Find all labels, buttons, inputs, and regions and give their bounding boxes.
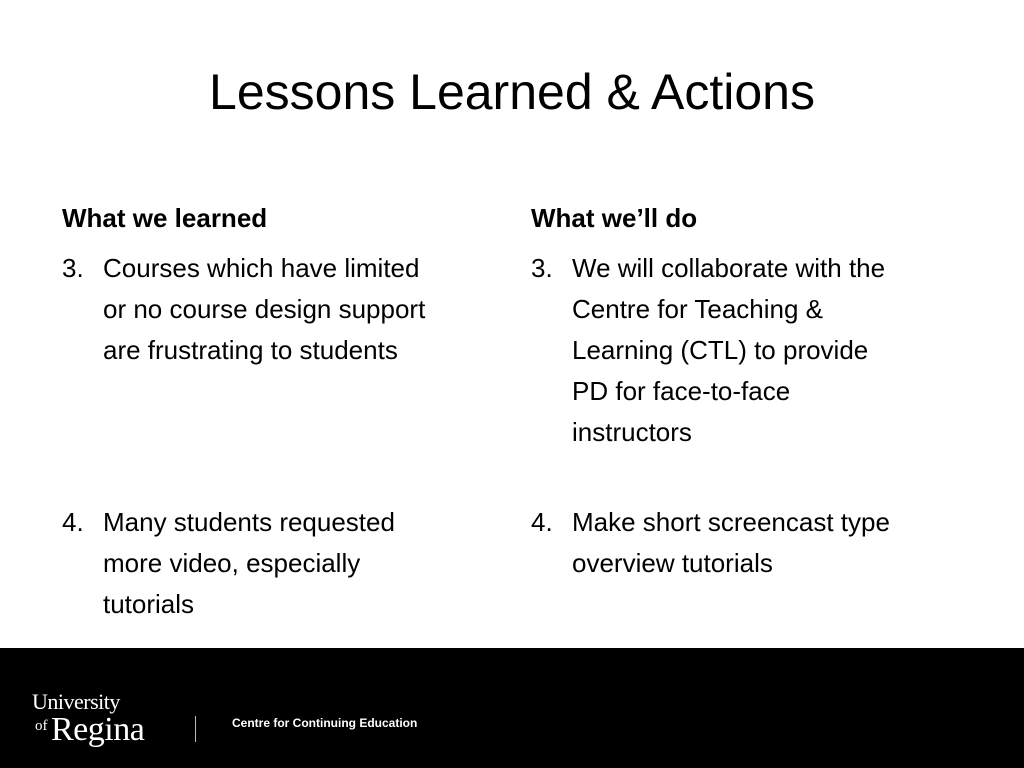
list-item-line: Make short screencast type: [572, 507, 890, 537]
list-item-line: Courses which have limited: [103, 253, 420, 283]
right-column: [531, 200, 971, 584]
list-item: [531, 502, 971, 584]
list-item-line: are frustrating to students: [103, 335, 398, 365]
list-item-line: more video, especially: [103, 548, 361, 578]
slide-title: Lessons Learned & Actions: [209, 64, 815, 120]
list-item-number: 4.: [531, 507, 553, 537]
right-column-heading: What we’ll do: [531, 203, 698, 233]
list-item-line: We will collaborate with the: [572, 253, 886, 283]
logo-wordmark-regina: Regina: [51, 711, 145, 748]
list-item-number: 3.: [531, 253, 553, 283]
list-item: [531, 248, 971, 453]
list-item-line: overview tutorials: [572, 548, 773, 578]
footer-divider: [195, 716, 196, 742]
list-item-number: 4.: [62, 507, 84, 537]
left-column-heading: What we learned: [62, 203, 268, 233]
logo-wordmark-university: University: [32, 689, 120, 714]
logo-wordmark-of: of: [35, 718, 48, 734]
left-column: [62, 200, 502, 625]
footer-bar: [0, 648, 1024, 768]
list-item-line: Many students requested: [103, 507, 395, 537]
list-item-line: tutorials: [103, 589, 195, 619]
university-logo: [32, 690, 172, 752]
list-item: [62, 248, 502, 371]
list-item-line: or no course design support: [103, 294, 426, 324]
unit-name: Centre for Continuing Education: [232, 716, 418, 730]
list-item-line: PD for face-to-face: [572, 376, 791, 406]
list-item-number: 3.: [62, 253, 84, 283]
list-item-line: instructors: [572, 417, 692, 447]
list-item-line: Learning (CTL) to provide: [572, 335, 869, 365]
list-item-line: Centre for Teaching &: [572, 294, 823, 324]
list-item: [62, 502, 502, 625]
